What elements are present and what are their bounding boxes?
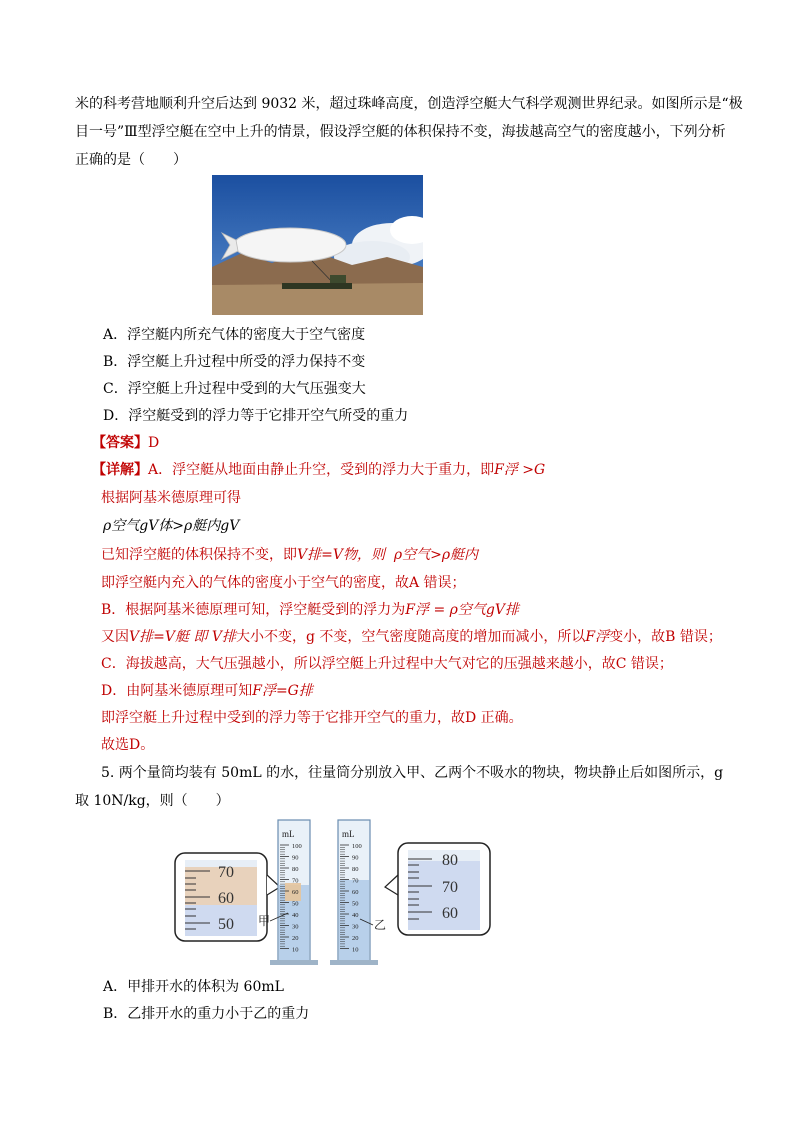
right-zoom-70: 70: [442, 879, 458, 896]
right-zoom-80: 80: [442, 852, 458, 869]
airship-photo: [212, 175, 423, 315]
scale-label: 20: [352, 935, 359, 942]
scale-label: 70: [292, 877, 299, 885]
scale-label: 70: [352, 877, 359, 885]
answer-value: D: [148, 435, 160, 451]
right-zoom-panel: [385, 843, 490, 935]
detail-a-text: A．浮空艇从地面由静止升空，受到的浮力大于重力，即: [148, 462, 495, 478]
cylinder-jia-unit: mL: [282, 829, 295, 839]
answer-line: [92, 433, 159, 453]
answer-tag: 【答案】: [92, 435, 148, 451]
detail-b2-rest: 大小不变，g 不变，空气密度随高度的增加而减小，所以: [235, 629, 586, 645]
scale-label: 20: [292, 935, 299, 942]
scale-label: 60: [352, 889, 359, 896]
cylinder-yi: [330, 820, 386, 965]
q5-option-b: B．乙排开水的重力小于乙的重力: [103, 1006, 310, 1022]
detail-b-line: [101, 600, 519, 620]
detail-d-text: D．由阿基米德原理可知: [101, 683, 253, 699]
q4-option-a: A．浮空艇内所充气体的密度大于空气密度: [103, 327, 366, 343]
detail-b-formula: F浮 = ρ空气gV排: [405, 602, 519, 618]
detail-a-formula: F浮 >G: [494, 462, 546, 478]
cylinder-yi-unit: mL: [342, 829, 355, 839]
scale-label: 10: [352, 946, 359, 954]
scale-label: 40: [352, 912, 359, 919]
q4-stem-line1: 米的科考营地顺利升空后达到 9032 米，超过珠峰高度，创造浮空艇大气科学观测世界纪录。如图所示是“极: [75, 96, 743, 112]
detail-b2-formula: V排=V艇 即 V排: [129, 629, 236, 645]
scale-label: 60: [292, 889, 299, 896]
detail-b2-end: 变小，故B 错误；: [609, 629, 722, 645]
scale-label: 100: [352, 843, 362, 850]
right-zoom-60: 60: [442, 905, 458, 922]
q5-stem-line2: 取 10N/kg，则（ ）: [75, 793, 230, 809]
detail-b2-pre: 又因: [101, 629, 129, 645]
q4-option-d: D．浮空艇受到的浮力等于它排开空气所受的重力: [103, 408, 409, 424]
scale-label: 50: [352, 900, 359, 908]
scale-label: 90: [292, 854, 299, 862]
q5-option-a: A．甲排开水的体积为 60mL: [103, 979, 284, 995]
scale-label: 90: [352, 854, 359, 862]
scale-label: 80: [352, 866, 359, 873]
scale-label: 80: [292, 866, 299, 873]
known-formula2: ρ空气>ρ艇内: [393, 547, 479, 563]
conclusion-a: 即浮空艇内充入的气体的密度小于空气的密度，故A 错误；: [101, 575, 466, 591]
scale-label: 50: [292, 900, 299, 908]
scale-label: 10: [292, 946, 299, 954]
label-jia: 甲: [258, 914, 271, 928]
conclusion-d: 即浮空艇上升过程中受到的浮力等于它排开空气的重力，故D 正确。: [101, 710, 523, 726]
known-line: [101, 545, 478, 565]
detail-c: C．海拔越高，大气压强越小，所以浮空艇上升过程中大气对它的压强越来越小，故C 错误；: [101, 656, 673, 672]
q5-stem-line1: 5. 两个量筒均装有 50mL 的水，往量筒分别放入甲、乙两个不吸水的物块，物块静止后如图所示，g: [101, 765, 724, 781]
left-zoom-50: 50: [218, 916, 234, 933]
final-answer: 故选D。: [101, 737, 155, 753]
detail-b2-line: [101, 627, 722, 647]
archimedes-line: 根据阿基米德原理可得: [101, 490, 241, 506]
scale-label: 30: [352, 923, 359, 931]
detail-d-line: [101, 681, 313, 701]
q4-option-c: C．浮空艇上升过程中受到的大气压强变大: [103, 381, 366, 397]
q4-stem-line2: 目一号”Ⅲ型浮空艇在空中上升的情景，假设浮空艇的体积保持不变，海拔越高空气的密度越小，下列分析: [75, 124, 726, 140]
detail-tag: 【详解】: [92, 462, 148, 478]
known-formula: V排=V物，则: [297, 547, 385, 563]
known-text: 已知浮空艇的体积保持不变，即: [101, 547, 297, 563]
label-yi: 乙: [374, 918, 387, 932]
detail-d-formula: F浮=G排: [252, 683, 313, 699]
q4-option-b: B．浮空艇上升过程中所受的浮力保持不变: [103, 354, 366, 370]
measuring-cylinders-figure: [170, 815, 590, 970]
detail-b-text: B．根据阿基米德原理可知，浮空艇受到的浮力为: [101, 602, 406, 618]
scale-label: 100: [292, 843, 302, 850]
left-zoom-60: 60: [218, 890, 234, 907]
q4-stem-line3: 正确的是（ ）: [75, 152, 187, 168]
formula1: ρ空气gV体>ρ艇内gV: [103, 518, 240, 534]
detail-b2-f: F浮: [585, 629, 610, 645]
scale-label: 30: [292, 923, 299, 931]
detail-a-line: [92, 460, 545, 480]
left-zoom-70: 70: [218, 864, 234, 881]
scale-label: 40: [292, 912, 299, 919]
